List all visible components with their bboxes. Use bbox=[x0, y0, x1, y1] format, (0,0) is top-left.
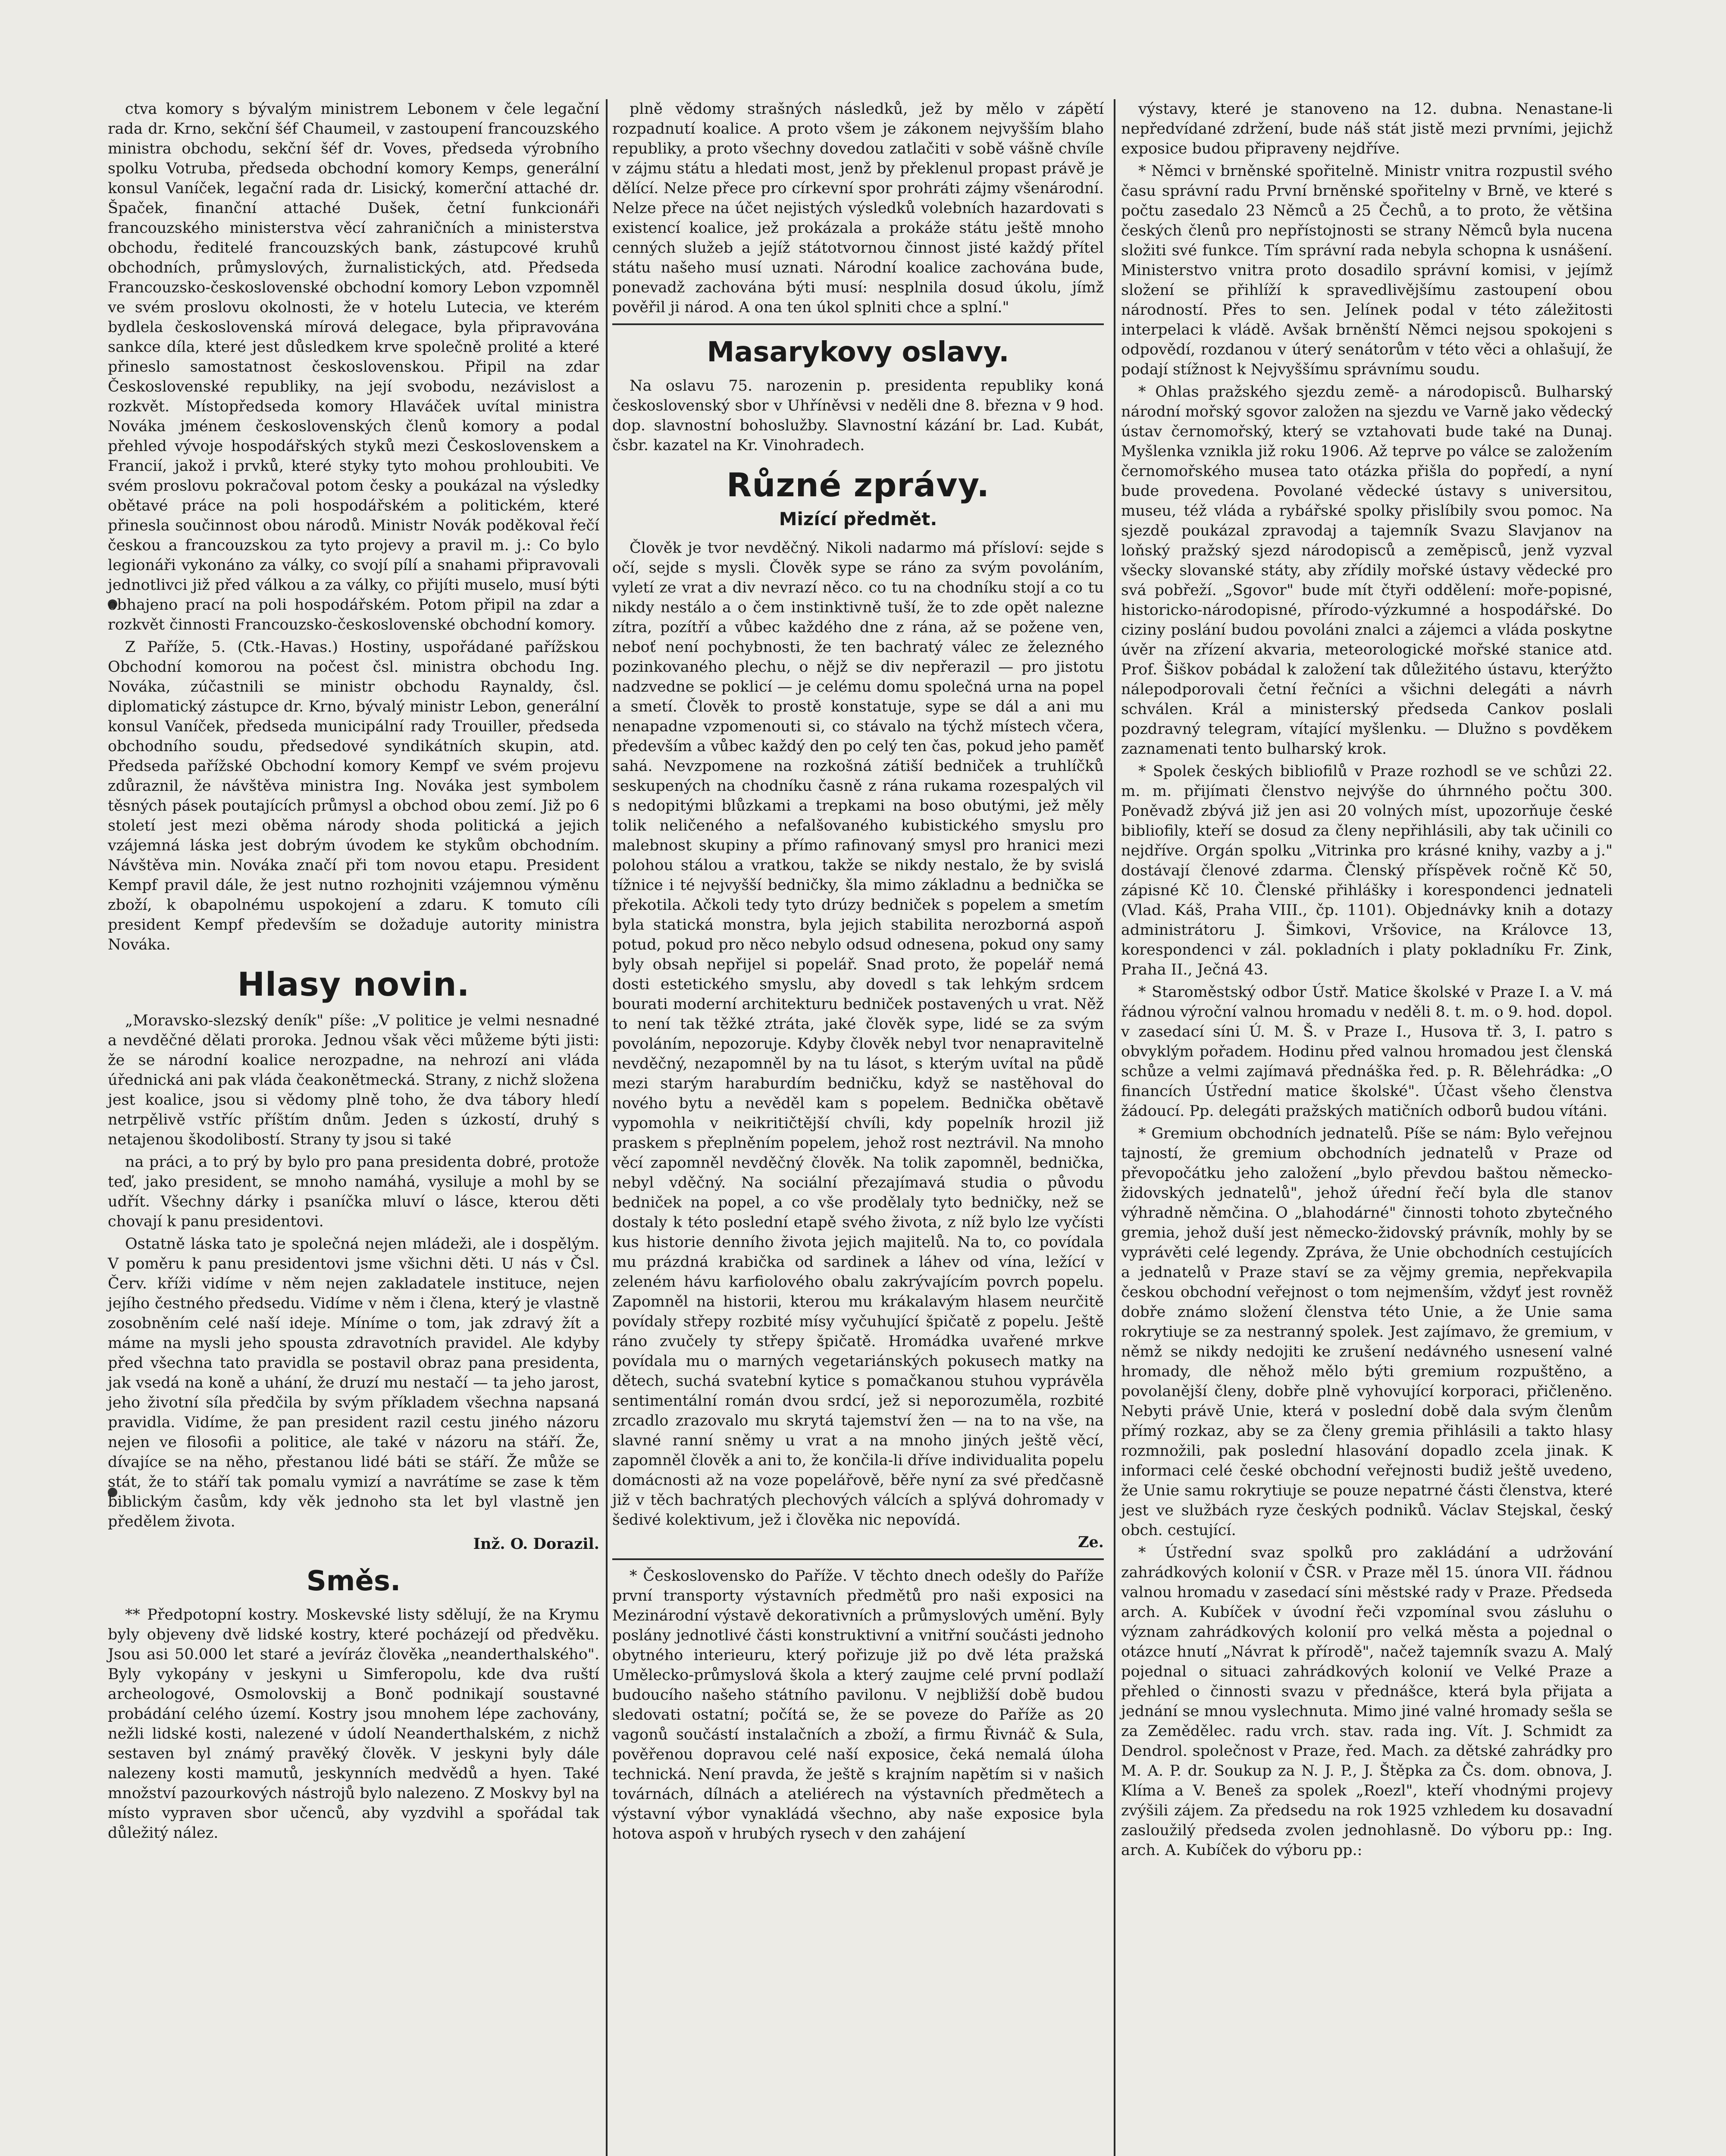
article-text: plně vědomy strašných následků, jež by mělo v zápětí rozpadnutí koalice. A proto všem je zákonem nejvyšším blaho republiky, a proto všechny dovedou zatlačiti v sobě vášně chvíle v zájmu státu a hledati most, jenž by překlenul propast právě je dělící. Nelze přece pro církevní spor prohráti zájmy všenárodní. Nelze přece na účet nejistých výsledků volebních hazardovati s existencí koalice, jež prokázala a prokáže státu ještě mnoho cenných služeb a jejíž státotvornou činnost jisté každý přítel státu našeho musí uznati. Národní koalice zachována bude, ponevadž zachována býti musí: nesplnila dosud úkolu, jímž pověřil ji národ. A ona ten úkol splniti chce a splní." bbox=[612, 100, 1104, 316]
column-3 bbox=[1121, 99, 1613, 1863]
newspaper-page bbox=[108, 99, 1613, 2156]
article-text: ctva komory s bývalým ministrem Lebonem v čele legační rada dr. Krno, sekční šéf Chaumeil, v zastoupení francouzského ministra obchodu, sekční šéf dr. Voves, předseda výrobního spolku Votruba, předseda obchodní komory Kemps, generální konsul Vaníček, legační rada dr. Lisický, komerční attaché dr. Špaček, finanční attaché Dušek, četní funkcionáři francouzského ministerstva věcí zahraničních a ministerstva obchodu, ředitelé francouzských bank, zástupcové kruhů obchodních, průmyslových, žurnalistických, atd. Předseda Francouzsko-československé obchodní komory Lebon vzpomněl ve svém proslovu okolnosti, že v hotelu Lutecia, ve kterém bydlela československá mírová delegace, byla připravována sankce díla, které jest důsledkem krve společně prolité a které přineslo samostatnost československou. Připil na zdar Československé republiky, na její svobodu, nezávislost a rozkvět. Místopředseda komory Hlaváček uvítal ministra Nováka jménem československých členů komory a podal přehled vývoje hospodářských styků mezi Československem a Francií, jakož i prvků, které styky tyto mohou prohloubiti. Ve svém proslovu pokračoval potom česky a poukázal na výsledky obětavé práce na poli hospodářském a politickém, které přinesla součinnost obou národů. Ministr Novák poděkoval řečí českou a francouzskou za tyto projevy a pravil m. j.: Co bylo legionáři vykonáno za války, co svojí pílí a snahami připravovali jednotlivci již před válkou a za války, co přijíti muselo, musí býti obhajeno prací na poli hospodářském. Potom připil na zdar a rozkvět činnosti Francouzsko-československé obchodní komory. bbox=[108, 100, 599, 633]
article-text: * Gremium obchodních jednatelů. Píše se nám: Bylo veřejnou tajností, že gremium obchodních jednatelů v Praze od převopočátku jeho založení „bylo převdou baštou německo-židovských jednatelů", jehož úřední řečí byla dle stanov výhradně němčina. O „blahodárné" činnosti tohoto zbytečného gremia, jehož duší jest německo-židovský právník, mohly by se vyprávěti celé legendy. Zpráva, že Unie obchodních cestujících a jednatelů v Praze staví se za vějmy gremia, nepřekvapila českou obchodní veřejnost o tom nejmenším, vždyť jest rovněž dobře známo složení členstva této Unie, a že Unie sama rokrytiuje se za nestranný spolek. Jest zajímavo, že gremium, v němž se nikdy nedojiti ke zrušení nedávného usnesení valné hromady, dle něhož mělo býti gremium rozpuštěno, a povolanější členy, dobře plně vyhovující korporaci, přičleněno. Nebyti právě Unie, která v poslední době dala svým členům přímý rozkaz, aby se za členy gremia přihlásili a takto hlasy rozmnožili, pak poslední hlasování dopadlo zcela jinak. K informaci celé české obchodní veřejnosti budiž ještě uvedeno, že Unie samu rokrytiuje se pouze nepatrné části členstva, které jest ve službách ryze českých podniků. Václav Stejskal, český obch. cestující. bbox=[1121, 1125, 1613, 1539]
section-heading: Masarykovy oslavy. bbox=[707, 336, 1009, 368]
divider bbox=[612, 323, 1104, 325]
article-text: ** Předpotopní kostry. Moskevské listy sdělují, že na Krymu byly objeveny dvě lidské kostry, které pocházejí od předvěku. Jsou asi 50.000 let staré a jevíráz člověka „neanderthalského". Byly vykopány v jeskyni u Simferopolu, kde dva ruští archeologové, Osmolovskij a Bonč podnikají soustavné probádání celého území. Kostry jsou mnohem lépe zachovány, nežli lidské kosti, nalezené v údolí Neanderthalském, z nichž sestaven byl známý pravěký člověk. V jeskyni byly dále nalezeny kosti mamutů, jeskynních medvědů a hyen. Také množství pazourkových nástrojů bylo nalezeno. Z Moskvy byl na místo vypraven sbor učenců, aby vyzdvihl a spořádal tak důležitý nález. bbox=[108, 1606, 599, 1842]
article-text: Člověk je tvor nevděčný. Nikoli nadarmo má přísloví: sejde s očí, sejde s mysli. Člověk sype se ráno za svým povoláním, vyletí ze vrat a div nevrazí něco. co tu na chodníku stojí a co tu nikdy nestálo a o čem instinktivně tuší, že to zde opět nalezne zítra, pozítří a vůbec každého dne z rána, až se požene ven, neboť není pochybnosti, že ten bachratý válec ze železného pozinkovaného plechu, o nějž se div nepřerazil — pro jistotu nadzvedne se poklicí — je celému domu společná urna na popel a smetí. Člověk to prostě konstatuje, sype se dál a ani mu nenapadne vzpomenouti si, co stávalo na týchž místech včera, především a vůbec každý den po celý ten čas, pokud jeho paměť sahá. Nevzpomene na rozkošná zátiší bedniček a truhlíčků seskupených na chodníku časně z rána rukama rozespalých vil s nedopitými blůzkami a trepkami na boso obutými, jež měly tolik neličeného a nefalšovaného kubistického smyslu pro malebnost skupiny a přímo rafinovaný smysl pro hranici mezi polohou stálou a vratkou, takže se nikdy nestalo, že by svislá tížnice i té nejvyšší bedničky, šla mimo základnu a bednička se překotila. Ačkoli tedy tyto drúzy bedniček s popelem a smetím byla statická monstra, byla jejich stabilita nerozborná aspoň potud, pokud pro něco nebylo odsud odnesena, pokud ony samy byly obsah nepřijel si popelář. Snad proto, že popelář nemá dosti estetického smyslu, aby dovedl s tak lehkým srdcem bourati moderní architekturu bedniček postavených u vrat. Něž to není tak těžké ztráta, jaké člověk sype, lidé se za svým povoláním, nepozoruje. Kdyby člověk nebyl tvor nenapravitelně nevděčný, nezapomněl by na tu lásot, s kterým uvítal na půdě mezi starým haraburdím bedničku, když se nastěhoval do nového bytu a nevěděl kam s popelem. Bednička obětavě vypomohla v neikritičtější chvíli, kdy popelník hrozil již praskem s přeplněním popelem, jehož rost neztrávil. Na mnoho věcí zapomněl nevděčný člověk. Na tolik zapomněl, bednička, nebyl vděčný. Na sociální přezajímavá studia o původu bedniček na popel, a co vše prodělaly tyto bedničky, než se dostaly k této poslední etapě svého života, z níž bylo lze vyčísti kus historie denního života jejich majitelů. Na to, co povídala mu prázdná krabička od sardinek a láhev od vína, ležící v zeleném hávu karfiolového obalu zakrývajícím povrch popelu. Zapomněl na historii, kterou mu krákalavým hlasem neurčitě povídaly střepy rozbité mísy vyčuhující špičatě z popelu. Ještě ráno zvučely ty střepy špičatě. Hromádka uvařené mrkve povídala mu o marných vegetariánských pokusech matky na dětech, suchá svatební kytice s pomačkanou stuhou vyprávěla sentimentální román dvou srdcí, jež si neporozuměla, rozbité zrcadlo zrazovalo mu skrytá tajemství žen — na to na vše, na slavné ranní sněmy u vrat a na mnoho jiných ještě věcí, zapomněl člověk a ani to, že končila-li dříve individualita popelu domácnosti až na voze popelářově, běře nyní za své předčasně již v těch bachratých plechových válcích a splývá dohromady v šedivé kolektivum, jež i člověka nic nepovídá. bbox=[612, 539, 1104, 1529]
section-heading: Hlasy novin. bbox=[237, 965, 470, 1003]
article-text: * Staroměstský odbor Ústř. Matice školské v Praze I. a V. má řádnou výroční valnou hromadu v neděli 8. t. m. o 9. hod. dopol. v zasedací síni Ú. M. Š. v Praze I., Husova tř. 3, I. patro s obvyklým pořadem. Hodinu před valnou hromadou jest členská schůze a velmi zajímavá přednáška řed. p. R. Bělehrádka: „O financích Ústřední matice školské". Účast všeho členstva žádoucí. Pp. delegáti pražských matičních odborů budou vítáni. bbox=[1121, 984, 1613, 1120]
article-text: * Ústřední svaz spolků pro zakládání a udržování zahrádkových kolonií v ČSR. v Praze měl 15. února VII. řádnou valnou hromadu v zasedací síni městské rady v Praze. Předseda arch. A. Kubíček v úvodní řeči vzpomínal svou zásluhu o význam zahrádkových kolonií pro velká města a pojednal o otázce hnutí „Návrat k přírodě", načež tajemník svazu A. Malý pojednal o situaci zahrádkových kolonií ve Velké Praze a přehled o činnosti svazu v přednášce, která byla přijata a jednání se mnou vyslechnuta. Mimo jiné valné hromady sešla se za Zemědělec. radu vrch. stav. rada ing. Vít. J. Schmidt za Dendrol. společnost v Praze, řed. Mach. za dětské zahrádky pro M. A. P. dr. Soukup za N. J. P., J. Štěpka za Čs. dom. obnova, J. Klíma a V. Beneš za spolek „Roezl", kteří vhodnými projevy zvýšili zájem. Za předsedu na rok 1925 vzhledem ku dosavadní zasloužilý předseda zvolen jednohlasně. Do výboru pp.: Ing. arch. A. Kubíček do výboru pp.: bbox=[1121, 1544, 1613, 1859]
article-text: * Němci v brněnské spořitelně. Ministr vnitra rozpustil svého času správní radu První brněnské spořitelny v Brně, ve které s počtu zasedalo 23 Němců a 25 Čechů, a to proto, že většina českých členů pro nepřístojnosti se strany Němců byla nucena složiti své funkce. Tím správní rada nebyla schopna k usnášení. Ministerstvo vnitra proto dosadilo správní komisi, v jejímž složení se přihlíží k spravedlivějšímu zastoupení obou národností. Přes to sen. Jelínek podal v této záležitosti interpelaci k vládě. Avšak brněnští Němci nejsou spokojeni s odpovědí, rozdanou v úterý senátorům v této věci a ohlašují, že podají stížnost k Nejvyššímu správnímu soudu. bbox=[1121, 163, 1613, 378]
article-text: na práci, a to prý by bylo pro pana presidenta dobré, protože teď, jako president, se mnoho namáhá, vysiluje a mohl by se udřít. Všechny dárky i psaníčka mluví o lásce, kterou děti chovají k panu presidentovi. bbox=[108, 1153, 599, 1230]
article-title: Mizící předmět. bbox=[779, 508, 937, 530]
article-text: „Moravsko-slezský deník" píše: „V politice je velmi nesnadné a nevděčné dělati proroka. Jednou však věci můžeme býti jisti: že se národní koalice nerozpadne, na nehrozí ani vláda úřednická ani pak vláda čeakonětmecká. Strany, z nichž složena jest koalice, jsou si vědomy plně toho, že dva tábory hledí netrpělivě vstříc příštím dnům. Jeden s úzkostí, druhý s netajenou škodolibostí. Strany ty jsou si také bbox=[108, 1012, 599, 1148]
article-signature: Ze. bbox=[1078, 1533, 1104, 1551]
section-heading: Různé zprávy. bbox=[726, 466, 990, 504]
article-text: Na oslavu 75. narozenin p. presidenta republiky koná československý sbor v Uhříněvsi v neděli dne 8. března v 9 hod. dop. slavnostní bohoslužby. Slavnostní kázání br. Lad. Kubát, čsbr. kazatel na Kr. Vinohradech. bbox=[612, 377, 1104, 454]
article-text: * Československo do Paříže. V těchto dnech odešly do Paříže první transporty výstavních předmětů pro naši exposici na Mezinárodní výstavě dekorativních a průmyslových umění. Byly poslány jednotlivé části konstruktivní a vnitřní součásti jednoho obytného interieuru, který pořizuje již po dvě léta pražská Umělecko-průmyslová škola a který zaujme celé první podlaží budoucího našeho státního pavilonu. V nejbližší době budou sledovati ostatní; počítá se, že se poveze do Paříže as 20 vagonů součástí instalačních a zboží, a firmu Řivnáč & Sula, pověřenou dopravou celé naší exposice, čeká nemalá úloha technická. Není pravda, že ještě s krajním napětím si v našich továrnách, dílnách a ateliérech na výstavních předmětech a výstavní výbor vynakládá všechno, aby naše exposice byla hotova aspoň v hrubých rysech v den zahájení bbox=[612, 1567, 1104, 1843]
article-text: * Ohlas pražského sjezdu země- a národopisců. Bulharský národní mořský sgovor založen na sjezdu ve Varně jako vědecký ústav černomořský, který se vztahovati bude také na Dunaj. Myšlenka vznikla již roku 1906. Až teprve po válce se založením černomořského musea tato otázka přišla do popředí, a nyní bude provedena. Povolané vědecké ústavy s universitou, museu, též vláda a rybářské spolky přislíbily svou pomoc. Na sjezdě poukázal zpravodaj a tajemník Svazu Slavjanov na loňský pražský sjezd národopisců a zeměpisců, jenž vyzval všecky slovanské státy, aby zřídily mořské ústavy vědecké pro svá pobřeží. „Sgovor" bude mít čtyři oddělení: moře-popisné, historicko-národopisné, přírodo-výzkumné a hospodářské. Do ciziny poslání budou povoláni znalci a zájemci a vláda poskytne úvěr na zřízení akvaria, meteorologické mořské stanice atd. Prof. Šiškov pobádal k založení tak důležitého ústavu, kterýžto nálepodporovali četní řečníci a všichni delegáti a návrh schválen. Král a ministerský předseda Cankov poslali pozdravný telegram, vítající myšlenku. — Dlužno s povděkem zaznamenati tento bulharský krok. bbox=[1121, 383, 1613, 758]
column-rule bbox=[1114, 99, 1115, 2156]
article-text: * Spolek českých bibliofilů v Praze rozhodl se ve schůzi 22. m. m. přijímati členstvo nejvýše do úhrnného počtu 300. Poněvadž zbývá již jen asi 20 volných míst, upozorňuje české bibliofily, kteří se dosud za členy nepřihlásili, aby tak učinili co nejdříve. Orgán spolku „Vitrinka pro krásné knihy, vazby a j." dostávají členové zdarma. Členský příspěvek ročně Kč 50, zápisné Kč 10. Členské přihlášky i korespondenci jednateli (Vlad. Káš, Praha VIII., čp. 1101). Objednávky knih a dotazy administrátoru J. Šimkovi, Vršovice, na Královce 13, korespondenci v zál. pokladních i platy pokladníku Fr. Zink, Praha II., Ječná 43. bbox=[1121, 763, 1613, 978]
column-2 bbox=[612, 99, 1104, 1846]
article-text: Z Paříže, 5. (Ctk.-Havas.) Hostiny, uspořádané pařížskou Obchodní komorou na počest čsl. ministra obchodu Ing. Nováka, zúčastnili se ministr obchodu Raynaldy, čsl. diplomatický zástupce dr. Krno, bývalý ministr Lebon, generální konsul Vaníček, předseda municipální rady Trouiller, předseda obchodního soudu, předsedové syndikátních skupin, atd. Předseda pařížské Obchodní komory Kempf ve svém projevu zdůraznil, že návštěva ministra Ing. Nováka jest symbolem těsných pásek poutajících průmysl a obchod obou zemí. Již po 6 století jest mezi oběma národy shoda politická a jejich vzájemná láska jest dobrým úvodem ke stykům obchodním. Návštěva min. Nováka značí při tom novou etapu. President Kempf pravil dále, že jest nutno rozhojniti vzájemnou výměnu zboží, k obapolnému uspokojení a zdaru. K tomuto cíli president Kempf především se dožaduje autority ministra Nováka. bbox=[108, 639, 599, 953]
article-text: výstavy, které je stanoveno na 12. dubna. Nenastane-li nepředvídané zdržení, bude náš stát jistě mezi prvními, jejichž exposice budou připraveny nejdříve. bbox=[1121, 100, 1613, 157]
column-1 bbox=[108, 99, 599, 1846]
column-rule bbox=[606, 99, 608, 2156]
article-text: Ostatně láska tato je společná nejen mládeži, ale i dospělým. V poměru k panu presidentovi jsme všichni děti. U nás v Čsl. Červ. kříži vidíme v něm nejen zakladatele instituce, nejen jejího čestného předsedu. Vidíme v něm i člena, který je vlastně zosobněním celé naší ideje. Míníme o tom, jak zdravý žít a máme na mysli jeho spousta zdravotních pravidel. Ale kdyby před všechna tato pravidla se postavil obraz pana presidenta, jak vsedá na koně a uhání, že druzí mu nestačí — ta jeho jarost, jeho životní síla předčila by svým příkladem všechna napsaná pravidla. Vidíme, že pan president razil cestu jiného názoru nejen ve filosofii a politice, ale také v názoru na stáří. Že, dívajíce se na něho, přestanou lidé báti se stáří. Že může se stát, že to stáří tak pomalu vymizí a navrátíme se zase k těm biblickým časům, kdy věk jednoho sta let byl vlastně jen předělem života. bbox=[108, 1235, 599, 1530]
divider bbox=[612, 1558, 1104, 1560]
article-signature: Inž. O. Dorazil. bbox=[473, 1535, 599, 1553]
section-heading: Směs. bbox=[306, 1565, 401, 1597]
